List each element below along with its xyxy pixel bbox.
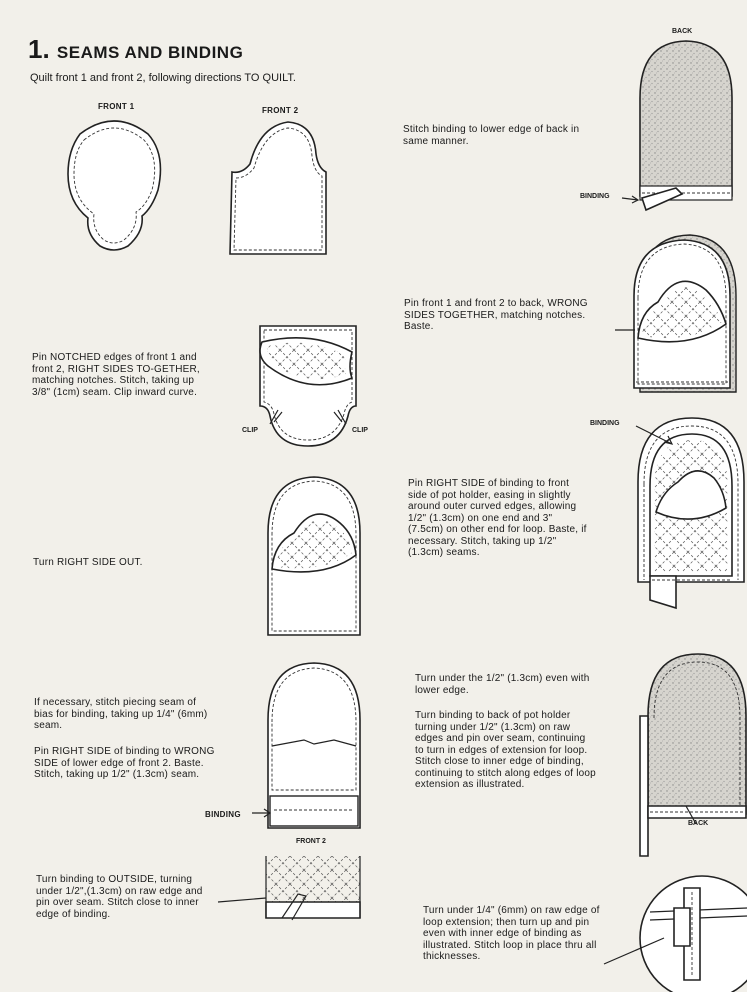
binding-outside-illustration	[262, 856, 364, 926]
step-turn-under-loop: Turn under 1/4" (6mm) on raw edge of loop extension; then turn up and pin even with inner edge of binding as illustrated. Stitch loop in place thru all thicknesses.	[423, 905, 600, 962]
binding-arrow-right	[636, 424, 676, 448]
step-pin-binding-front: Pin RIGHT SIDE of binding to front side of pot holder, easing in slightly around outer curved edges, allowing 1/2" (1.3cm) on one end and 3" (7.5cm) on other end for loop. Baste, if necessary. Stitch, taking up 1/2" (1.3cm) seams.	[408, 478, 587, 558]
step-turn-under-a: Turn under the 1/2" (1.3cm) even with lower edge.	[415, 673, 590, 696]
step-turn-binding-back: Turn binding to back of pot holder turning under 1/2" (1.3cm) on raw edges and pin over seam, continuing to turn in edges of extension for loop. Stitch close to inner edge of binding, continuing to stitch along edges of loop extension as illustrated.	[415, 710, 596, 790]
page-title	[28, 34, 243, 65]
pinned-fronts-illustration	[252, 322, 362, 452]
loop-detail-illustration	[604, 868, 747, 992]
clip-label-right: CLIP	[352, 427, 368, 434]
front1-label: FRONT 1	[98, 102, 135, 111]
front-to-back-pointer	[615, 325, 637, 335]
step-pin-right-wrong: Pin RIGHT SIDE of binding to WRONG SIDE of lower edge of front 2. Baste. Stitch, taking up 1/2" (1.3cm) seam.	[34, 746, 215, 780]
step-pin-front-back: Pin front 1 and front 2 to back, WRONG SIDES TOGETHER, matching notches. Baste.	[404, 298, 588, 332]
page-subtitle: Quilt front 1 and front 2, following directions TO QUILT.	[30, 72, 296, 84]
back-label-top: BACK	[672, 28, 693, 35]
back-label-bottom: BACK	[688, 820, 709, 827]
binding-label-right: BINDING	[590, 420, 620, 427]
section-number: 1.	[28, 34, 50, 64]
front2-label-top: FRONT 2	[262, 106, 299, 115]
binding-arrow-left	[252, 808, 272, 818]
step-stitch-back: Stitch binding to lower edge of back in same manner.	[403, 124, 580, 147]
back-illustration	[636, 38, 736, 216]
binding-front2-illustration	[264, 660, 364, 830]
step-turn-outside: Turn binding to OUTSIDE, turning under 1/2",(1.3cm) on raw edge and pin over seam. Stitch close to inner edge of binding.	[36, 874, 203, 920]
turned-out-illustration	[264, 473, 364, 638]
turn-outside-pointer	[218, 896, 268, 910]
step-turn-right-side-out: Turn RIGHT SIDE OUT.	[33, 557, 143, 568]
front-to-back-illustration	[630, 232, 742, 400]
section-title: SEAMS AND BINDING	[56, 43, 244, 62]
binding-arrow-back	[622, 194, 640, 204]
step-if-necessary: If necessary, stitch piecing seam of bias for binding, taking up 1/4" (6mm) seam.	[34, 697, 208, 731]
binding-label-left: BINDING	[205, 810, 241, 819]
step-pin-notched: Pin NOTCHED edges of front 1 and front 2, RIGHT SIDES TO-GETHER, matching notches. Stitch, taking up 3/8" (1cm) seam. Clip inward curve.	[32, 352, 200, 398]
front2-label-bottom: FRONT 2	[296, 838, 326, 845]
front2-illustration	[222, 116, 332, 256]
clip-label-left: CLIP	[242, 427, 258, 434]
binding-back-illustration	[636, 646, 747, 861]
front1-illustration	[62, 112, 167, 257]
binding-label-back: BINDING	[580, 193, 610, 200]
